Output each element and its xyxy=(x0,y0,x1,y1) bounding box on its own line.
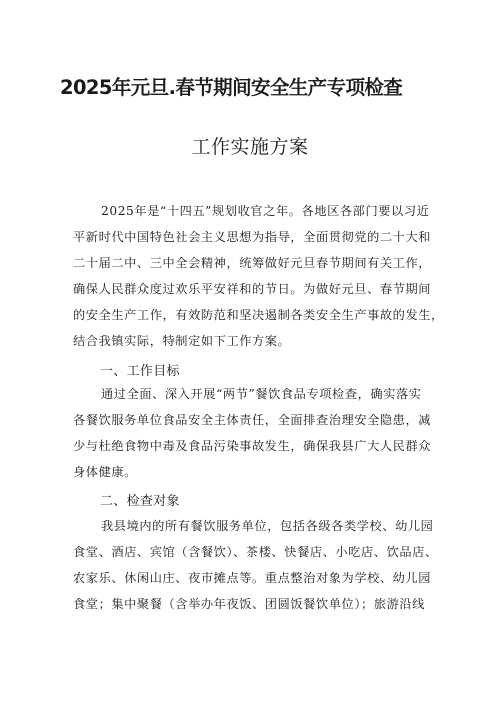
intro-line: 二十届二中、三中全会精神，统筹做好元旦春节期间有关工作， xyxy=(73,256,432,270)
intro-line: 2025年是“十四五”规划收官之年。各地区各部门要以习近 xyxy=(101,204,430,218)
targets-paragraph xyxy=(73,513,438,617)
goals-line: 少与杜绝食物中毒及食品污染事故发生，确保我县广大人民群众 xyxy=(73,439,432,453)
goals-line: 身体健康。 xyxy=(73,465,137,479)
section-heading-targets: 二、检查对象 xyxy=(100,494,180,509)
section-heading-goals: 一、工作目标 xyxy=(100,364,180,379)
targets-line: 食堂、酒店、宾馆（含餐饮）、茶楼、快餐店、小吃店、饮品店、 xyxy=(73,545,438,559)
intro-line: 确保人民群众度过欢乐平安祥和的节日。为做好元旦、春节期间 xyxy=(73,282,432,296)
goals-paragraph xyxy=(73,381,433,485)
targets-line: 食堂；集中聚餐（含举办年夜饭、团圆饭餐饮单位）；旅游沿线 xyxy=(73,597,425,611)
document-title: 2025年元旦.春节期间安全生产专项检查 xyxy=(60,76,403,99)
intro-line: 结合我镇实际，特制定如下工作方案。 xyxy=(73,334,291,348)
intro-paragraph xyxy=(73,198,444,354)
targets-line: 我县境内的所有餐饮服务单位，包括各级各类学校、幼儿园 xyxy=(101,519,434,533)
goals-line: 通过全面、深入开展“两节”餐饮食品专项检查，确实落实 xyxy=(101,387,422,401)
goals-line: 各餐饮服务单位食品安全主体责任，全面排查治理安全隐患，减 xyxy=(73,413,432,427)
targets-line: 农家乐、休闲山庄、夜市摊点等。重点整治对象为学校、幼儿园 xyxy=(73,571,432,585)
document-subtitle: 工作实施方案 xyxy=(191,136,309,158)
intro-line: 平新时代中国特色社会主义思想为指导，全面贯彻党的二十大和 xyxy=(73,230,432,244)
intro-line: 的安全生产工作，有效防范和坚决遏制各类安全生产事故的发生， xyxy=(73,308,444,322)
